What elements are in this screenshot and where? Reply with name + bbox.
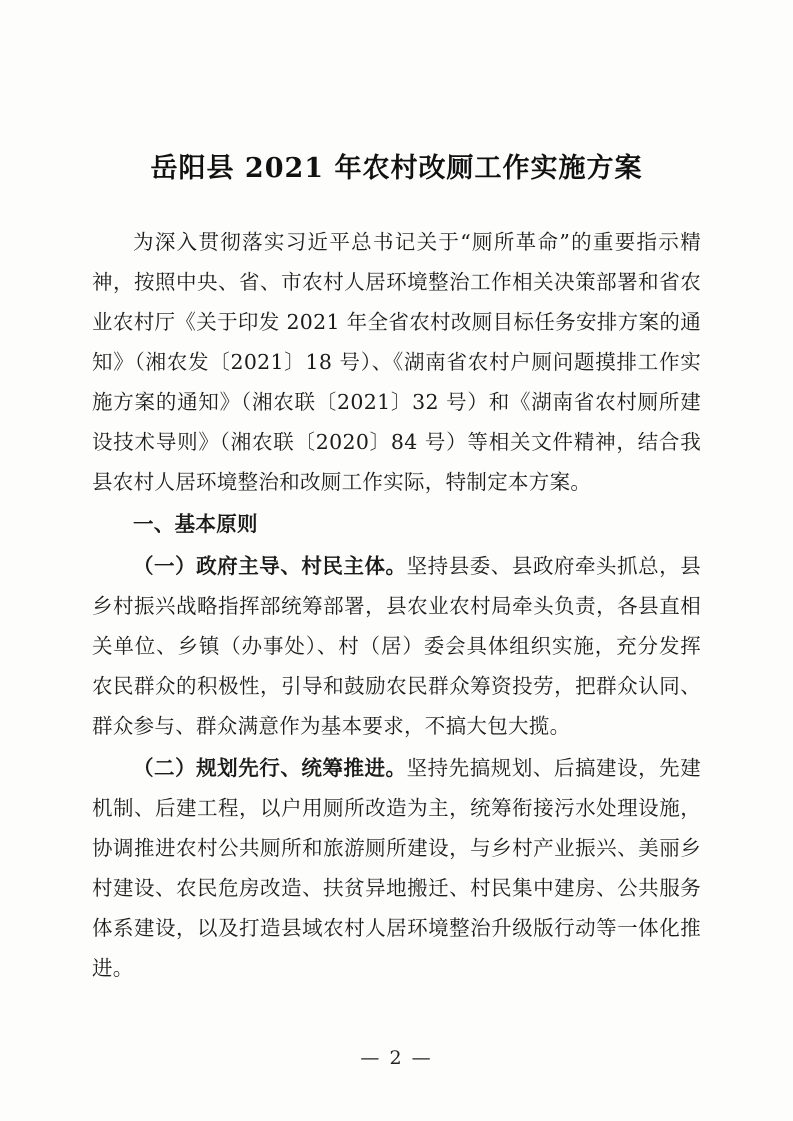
section-heading-text: 一、基本原则 xyxy=(133,511,258,536)
paragraph-principle-one-lead: （一）政府主导、村民主体。 xyxy=(133,553,407,578)
paragraph-principle-two-lead: （二）规划先行、统筹推进。 xyxy=(133,755,407,780)
paragraph-intro xyxy=(92,222,701,502)
paragraph-intro-text: 为深入贯彻落实习近平总书记关于“厕所革命”的重要指示精神，按照中央、省、市农村人居环境整治工作相关决策部署和省农业农村厅《关于印发 2021 年全省农村改厕目标任务安排方案的通知》（湘农发〔2021〕18 号）、《湖南省农村户厕问题摸排工作实施方案的通知》（湘农联〔2021〕32 号）和《湖南省农村厕所建设技术导则》（湘农联〔2020〕84 号）等相关文件精神，结合我县农村人居环境整治和改厕工作实际，特制定本方案。 xyxy=(92,229,701,494)
page-title: 岳阳县 2021 年农村改厕工作实施方案 xyxy=(150,153,643,184)
section-heading-basic-principles xyxy=(92,504,701,544)
page-number: — 2 — xyxy=(360,1047,433,1069)
paragraph-principle-one-text: 坚持县委、县政府牵头抓总，县乡村振兴战略指挥部统筹部署，县农业农村局牵头负责，各县直相关单位、乡镇（办事处）、村（居）委会具体组织实施，充分发挥农民群众的积极性，引导和鼓励农民群众筹资投劳，把群众认同、群众参与、群众满意作为基本要求，不搞大包大揽。 xyxy=(92,553,702,738)
paragraph-principle-two xyxy=(92,748,701,988)
paragraph-principle-two-text: 坚持先搞规划、后搞建设，先建机制、后建工程，以户用厕所改造为主，统筹衔接污水处理设施，协调推进农村公共厕所和旅游厕所建设，与乡村产业振兴、美丽乡村建设、农民危房改造、扶贫异地搬迁、村民集中建房、公共服务体系建设，以及打造县域农村人居环境整治升级版行动等一体化推进。 xyxy=(92,755,702,980)
paragraph-principle-one xyxy=(92,546,701,746)
